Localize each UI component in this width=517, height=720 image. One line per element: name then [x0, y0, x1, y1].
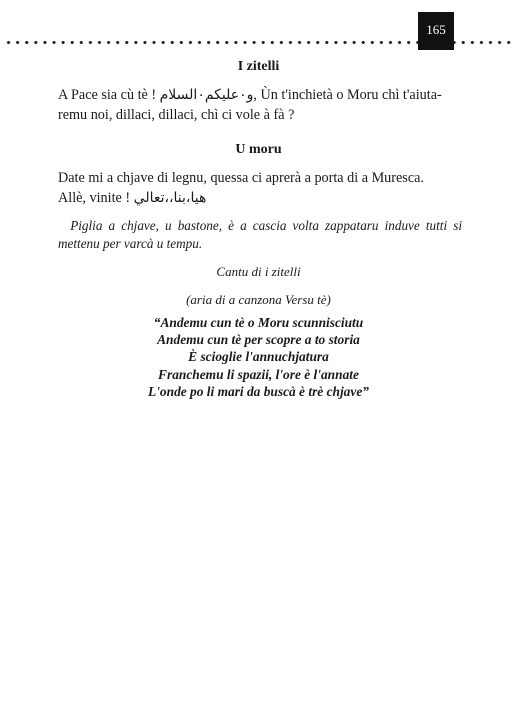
verse-line-5: L'onde po li mari da buscà è trè chjave” [148, 383, 369, 399]
song-title: Cantu di i zitelli [216, 264, 301, 279]
zitelli-line1-end: , Ùn t'inchietà o Moru chì t'aiuta- [253, 87, 442, 103]
song-subtitle: (aria di a canzona Versu tè) [186, 292, 331, 307]
stage-direction-text: Piglia a chjave, u bastone, è a cascia volta zappataru induve tutti si mettenu per varcà u tempu. [58, 218, 462, 251]
zitelli-paragraph [58, 85, 462, 125]
arabic-greeting: و٠عليكم٠السلام [159, 87, 254, 103]
page-number-box [418, 12, 454, 50]
moru-paragraph [58, 168, 462, 208]
zitelli-line1-start: A Pace sia cù tè ! [58, 87, 157, 103]
verse-line-1: “Andemu cun tè o Moru scunnisciutu [153, 315, 364, 330]
stage-direction [58, 217, 462, 253]
moru-line1: Date mi a chjave di legnu, quessa ci aprerà a porta di a Muresca. [58, 170, 424, 186]
arabic-invitation: هيا،بنا،،تعالي [133, 190, 207, 206]
page-number: 165 [426, 22, 446, 37]
section-heading-zitelli: I zitelli [237, 59, 280, 74]
verse-line-4: Franchemu li spazii, l'ore è l'annate [158, 366, 359, 382]
section-heading-moru: U moru [235, 142, 282, 157]
verse-line-2: Andemu cun tè per scopre a to storia [157, 332, 360, 348]
verse-line-3: È scioglie l'annuchjatura [188, 349, 329, 365]
song-verses [0, 314, 517, 400]
zitelli-line2: remu noi, dillaci, dillaci, chì ci vole à fà ? [58, 107, 295, 123]
moru-line2-start: Allè, vinite ! [58, 190, 131, 206]
